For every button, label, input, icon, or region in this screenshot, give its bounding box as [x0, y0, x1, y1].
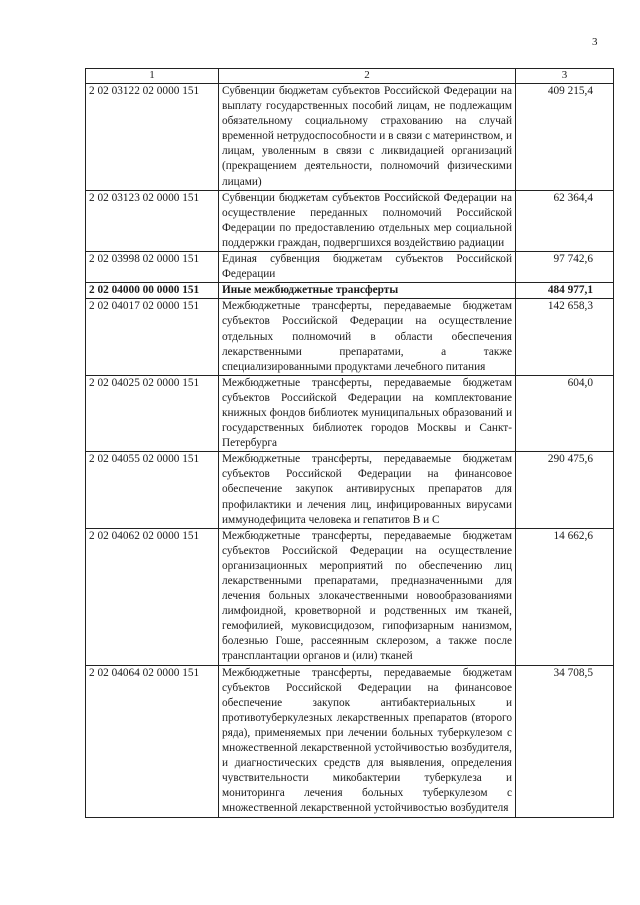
table-row-section	[86, 283, 614, 299]
table-row	[86, 452, 614, 528]
column-header: 3	[516, 69, 614, 84]
row-amount: 14 662,6	[516, 528, 614, 665]
table-row	[86, 528, 614, 665]
row-description: Иные межбюджетные трансферты	[219, 283, 516, 299]
table-row	[86, 299, 614, 375]
table-row	[86, 190, 614, 251]
budget-code: 2 02 03123 02 0000 151	[86, 190, 219, 251]
budget-code: 2 02 04064 02 0000 151	[86, 665, 219, 817]
column-header: 1	[86, 69, 219, 84]
budget-code: 2 02 04000 00 0000 151	[86, 283, 219, 299]
row-description: Субвенции бюджетам субъектов Российской Федерации на осуществление переданных полномочий Российской Федерации по предоставлению отдельных мер социальной поддержки граждан, подвергшихся воздействию радиации	[219, 190, 516, 251]
row-amount: 97 742,6	[516, 252, 614, 283]
table-row	[86, 665, 614, 817]
row-description: Межбюджетные трансферты, передаваемые бюджетам субъектов Российской Федерации на комплектование книжных фондов библиотек муниципальных образований и государственных библиотек городов Москвы и Санкт-Петербурга	[219, 375, 516, 451]
row-description: Межбюджетные трансферты, передаваемые бюджетам субъектов Российской Федерации на осуществление отдельных полномочий в области обеспечения лекарственными препаратами, а также специализированными продуктами лечебного питания	[219, 299, 516, 375]
row-description: Межбюджетные трансферты, передаваемые бюджетам субъектов Российской Федерации на осуществление организационных мероприятий по обеспечению лиц лекарственными препаратами, предназначенными для лечения больных злокачественными новообразованиями лимфоидной, кроветворной и родственных им тканей, гемофилией, муковисцидозом, гипофизарным нанизмом, болезнью Гоше, рассеянным склерозом, а также после трансплантации органов и (или) тканей	[219, 528, 516, 665]
row-description: Межбюджетные трансферты, передаваемые бюджетам субъектов Российской Федерации на финансовое обеспечение закупок антибактериальных и противотуберкулезных лекарственных препаратов (второго ряда), применяемых при лечении больных туберкулезом с множественной лекарственной устойчивостью возбудителя, и диагностических средств для выявления, определения чувствительности микобактерии туберкулеза и мониторинга лечения больных туберкулезом с множественной лекарственной устойчивостью возбудителя	[219, 665, 516, 817]
row-amount: 604,0	[516, 375, 614, 451]
table-header-row	[86, 69, 614, 84]
row-amount: 142 658,3	[516, 299, 614, 375]
budget-code: 2 02 03998 02 0000 151	[86, 252, 219, 283]
budget-code: 2 02 04025 02 0000 151	[86, 375, 219, 451]
column-header: 2	[219, 69, 516, 84]
table-row	[86, 84, 614, 191]
row-amount: 484 977,1	[516, 283, 614, 299]
table-row	[86, 252, 614, 283]
table-row	[86, 375, 614, 451]
budget-code: 2 02 03122 02 0000 151	[86, 84, 219, 191]
budget-table	[85, 68, 614, 818]
row-description: Межбюджетные трансферты, передаваемые бюджетам субъектов Российской Федерации на финансовое обеспечение закупок антивирусных препаратов для профилактики и лечения лиц, инфицированных вирусами иммунодефицита человека и гепатитов В и С	[219, 452, 516, 528]
budget-code: 2 02 04055 02 0000 151	[86, 452, 219, 528]
row-amount: 62 364,4	[516, 190, 614, 251]
row-amount: 34 708,5	[516, 665, 614, 817]
row-description: Единая субвенция бюджетам субъектов Российской Федерации	[219, 252, 516, 283]
budget-code: 2 02 04017 02 0000 151	[86, 299, 219, 375]
budget-code: 2 02 04062 02 0000 151	[86, 528, 219, 665]
row-amount: 290 475,6	[516, 452, 614, 528]
page-number: 3	[592, 36, 598, 48]
row-amount: 409 215,4	[516, 84, 614, 191]
row-description: Субвенции бюджетам субъектов Российской Федерации на выплату государственных пособий лицам, не подлежащим обязательному социальному страхованию на случай временной нетрудоспособности и в связи с материнством, и лицам, уволенным в связи с ликвидацией организаций (прекращением деятельности, полномочий физическими лицами)	[219, 84, 516, 191]
